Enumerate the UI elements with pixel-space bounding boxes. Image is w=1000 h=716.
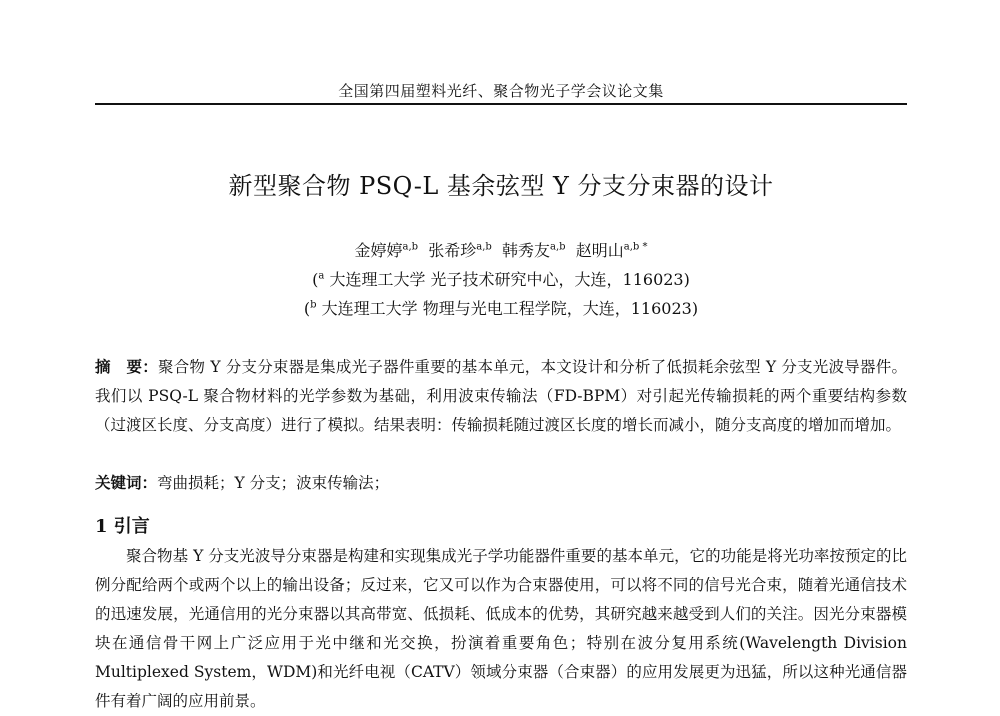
abstract (95, 352, 907, 440)
author-name: 金婷婷 (354, 241, 403, 260)
affiliation-text: 大连理工大学 光子技术研究中心，大连，116023) (324, 270, 690, 289)
author-affil-marker: a,b * (623, 241, 648, 253)
abstract-label: 摘 要： (95, 357, 158, 376)
affiliation-a (95, 267, 907, 290)
author-affil-marker: a,b (476, 241, 492, 253)
abstract-text: 聚合物 Y 分支分束器是集成光子器件重要的基本单元，本文设计和分析了低损耗余弦型 Y 分支光波导器件。我们以 PSQ-L 聚合物材料的光学参数为基础，利用波束传输法（FD-BPM）对引起光传输损耗的两个重要结构参数（过渡区长度、分支高度）进行了模拟。结果表明：传输损耗随过渡区长度的增长而减小，随分支高度的增加而增加。 (95, 358, 907, 434)
author-list (95, 238, 907, 261)
keywords-text: 弯曲损耗；Y 分支；波束传输法； (157, 474, 390, 492)
keywords-label: 关键词： (95, 473, 158, 492)
affiliation-paren: ( (312, 270, 319, 289)
header-rule (95, 103, 907, 105)
section-heading: 1 引言 (95, 516, 150, 537)
author-affil-marker: a,b (402, 241, 419, 253)
affiliation-paren: ( (303, 299, 311, 318)
affiliation-b (95, 296, 907, 319)
affiliation-marker: b (310, 299, 317, 311)
section-body: 聚合物基 Y 分支光波导分束器是构建和实现集成光子学功能器件重要的基本单元，它的功能是将光功率按预定的比例分配给两个或两个以上的输出设备；反过来，它又可以作为合束器使用，可以将不同的信号光合束，随着光通信技术的迅速发展，光通信用的光分束器以其高带宽、低损耗、低成本的优势，其研究越来越受到人们的关注。因光分束器模块在通信骨干网上广泛应用于光中继和光交换，扮演着重要角色；特别在波分复用系统(Wavelength Division Multiplexed System，WDM)和光纤电视（CATV）领域分束器（合束器）的应用发展更为迅猛，所以这种光通信器件有着广阔的应用前景。 (95, 547, 907, 710)
paper-title: 新型聚合物 PSQ-L 基余弦型 Y 分支分束器的设计 (228, 172, 774, 200)
running-header: 全国第四届塑料光纤、聚合物光子学会议论文集 (338, 82, 664, 100)
author-name: 韩秀友 (501, 241, 550, 260)
author-name: 张希珍 (428, 241, 477, 260)
keywords (95, 468, 907, 498)
author-affil-marker: a,b (550, 241, 566, 253)
affiliation-text: 大连理工大学 物理与光电工程学院，大连，116023) (316, 299, 699, 318)
affiliation-marker: a (318, 270, 325, 282)
author-name: 赵明山 (575, 241, 624, 260)
